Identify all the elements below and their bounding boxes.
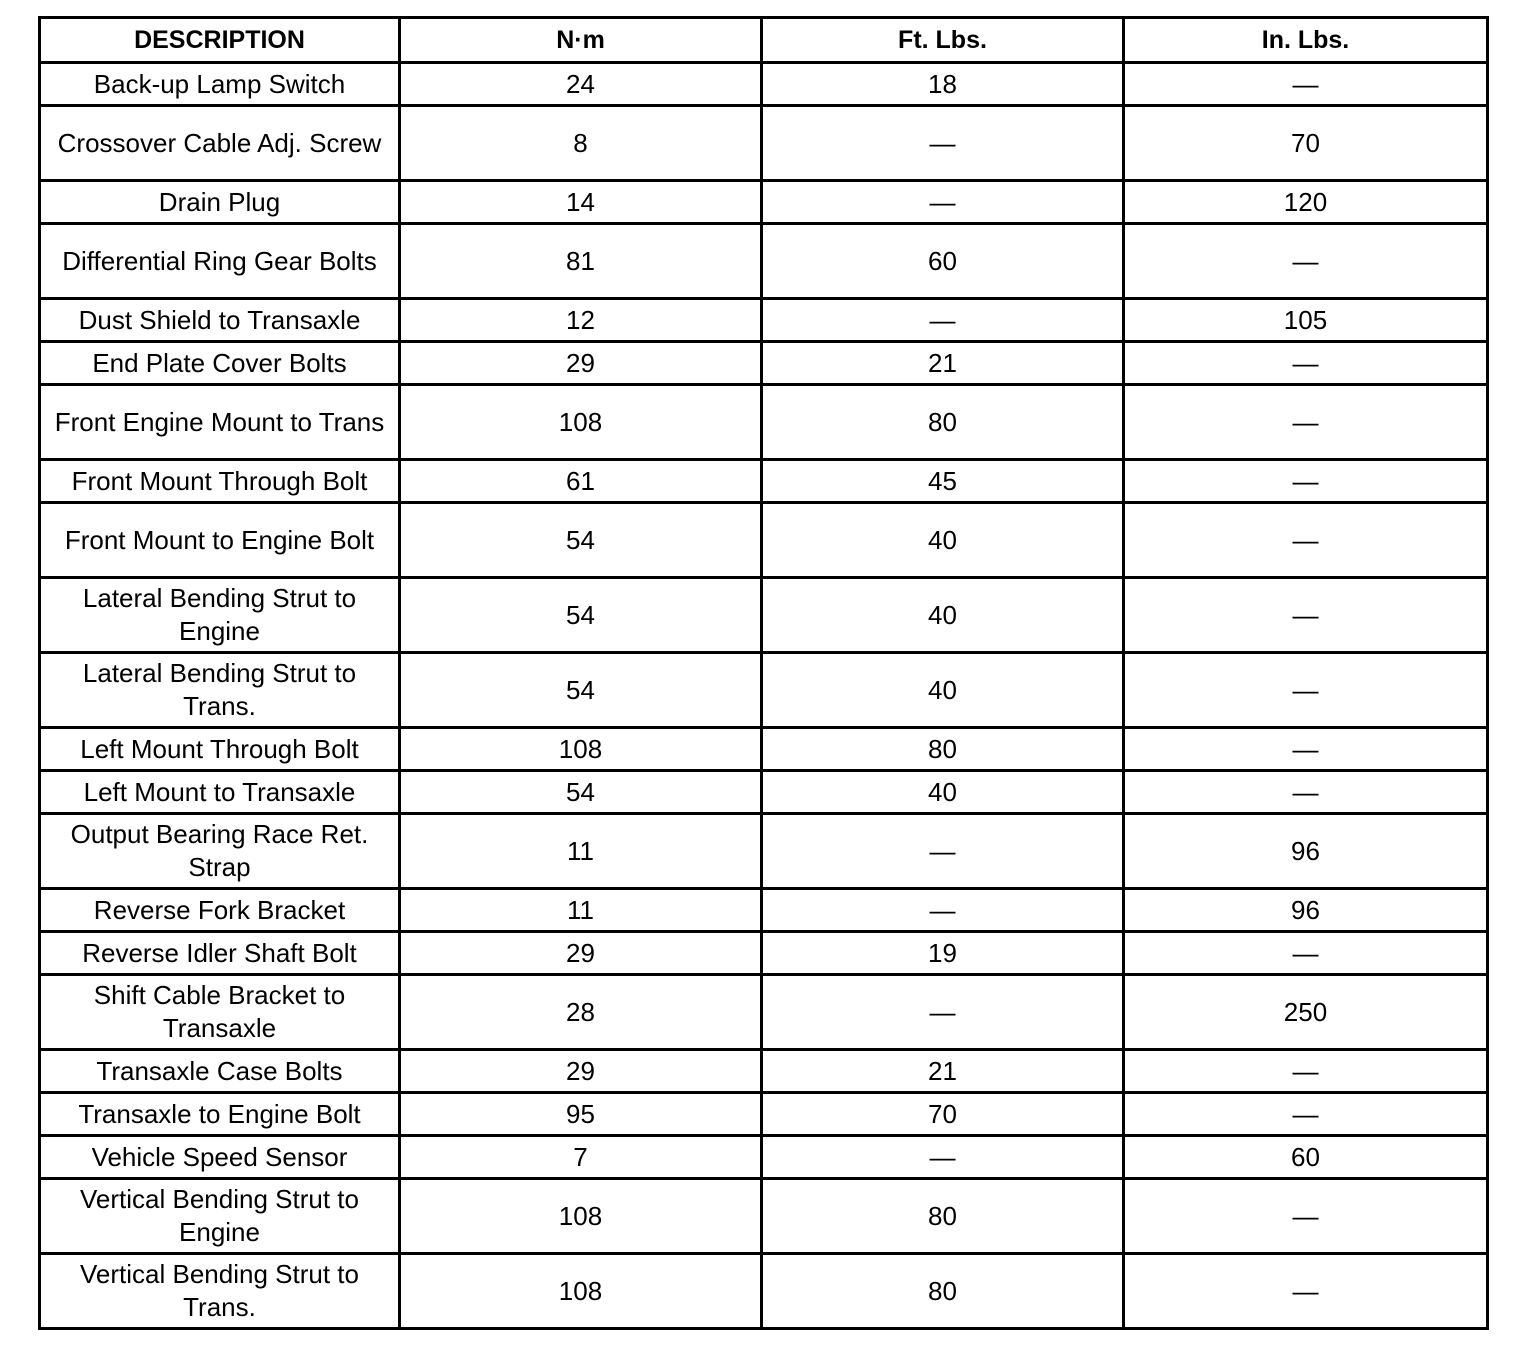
cell-description: Differential Ring Gear Bolts — [40, 224, 400, 299]
torque-specifications-table — [38, 16, 1489, 1330]
table-row — [40, 728, 1488, 771]
cell-in-lbs: — — [1124, 653, 1488, 728]
cell-in-lbs: — — [1124, 385, 1488, 460]
cell-description: Left Mount to Transaxle — [40, 771, 400, 814]
cell-nm: 95 — [400, 1093, 762, 1136]
cell-in-lbs: — — [1124, 1179, 1488, 1254]
cell-in-lbs: 70 — [1124, 106, 1488, 181]
cell-in-lbs: — — [1124, 771, 1488, 814]
table-row — [40, 224, 1488, 299]
cell-ft-lbs: 45 — [762, 460, 1124, 503]
table-row — [40, 814, 1488, 889]
cell-ft-lbs: 40 — [762, 771, 1124, 814]
cell-description: Shift Cable Bracket to Transaxle — [40, 975, 400, 1050]
cell-ft-lbs: — — [762, 814, 1124, 889]
cell-nm: 54 — [400, 653, 762, 728]
table-row — [40, 975, 1488, 1050]
cell-nm: 81 — [400, 224, 762, 299]
cell-ft-lbs: 21 — [762, 342, 1124, 385]
cell-nm: 61 — [400, 460, 762, 503]
cell-description: Vehicle Speed Sensor — [40, 1136, 400, 1179]
cell-nm: 29 — [400, 1050, 762, 1093]
header-description: DESCRIPTION — [40, 18, 400, 63]
cell-nm: 108 — [400, 385, 762, 460]
cell-in-lbs: 96 — [1124, 889, 1488, 932]
table-row — [40, 503, 1488, 578]
cell-ft-lbs: 40 — [762, 578, 1124, 653]
cell-description: Lateral Bending Strut to Trans. — [40, 653, 400, 728]
cell-nm: 11 — [400, 814, 762, 889]
table-row — [40, 181, 1488, 224]
cell-nm: 29 — [400, 932, 762, 975]
table-row — [40, 1254, 1488, 1329]
cell-ft-lbs: 70 — [762, 1093, 1124, 1136]
cell-in-lbs: 250 — [1124, 975, 1488, 1050]
cell-nm: 12 — [400, 299, 762, 342]
cell-nm: 24 — [400, 63, 762, 106]
cell-nm: 54 — [400, 771, 762, 814]
cell-description: Reverse Fork Bracket — [40, 889, 400, 932]
table-row — [40, 771, 1488, 814]
cell-ft-lbs: 18 — [762, 63, 1124, 106]
cell-description: Front Engine Mount to Trans — [40, 385, 400, 460]
cell-nm: 7 — [400, 1136, 762, 1179]
table-row — [40, 889, 1488, 932]
cell-ft-lbs: 60 — [762, 224, 1124, 299]
cell-ft-lbs: 40 — [762, 653, 1124, 728]
table-row — [40, 653, 1488, 728]
cell-description: Vertical Bending Strut to Engine — [40, 1179, 400, 1254]
cell-ft-lbs: 80 — [762, 1179, 1124, 1254]
cell-in-lbs: — — [1124, 578, 1488, 653]
cell-ft-lbs: 80 — [762, 385, 1124, 460]
cell-nm: 108 — [400, 728, 762, 771]
cell-nm: 28 — [400, 975, 762, 1050]
cell-description: Transaxle Case Bolts — [40, 1050, 400, 1093]
cell-ft-lbs: — — [762, 299, 1124, 342]
cell-description: Dust Shield to Transaxle — [40, 299, 400, 342]
cell-in-lbs: 120 — [1124, 181, 1488, 224]
cell-description: Vertical Bending Strut to Trans. — [40, 1254, 400, 1329]
table-row — [40, 106, 1488, 181]
cell-description: Front Mount Through Bolt — [40, 460, 400, 503]
cell-description: Back-up Lamp Switch — [40, 63, 400, 106]
cell-ft-lbs: 21 — [762, 1050, 1124, 1093]
cell-description: End Plate Cover Bolts — [40, 342, 400, 385]
cell-ft-lbs: — — [762, 181, 1124, 224]
table-row — [40, 932, 1488, 975]
table-row — [40, 1179, 1488, 1254]
cell-description: Drain Plug — [40, 181, 400, 224]
cell-ft-lbs: 19 — [762, 932, 1124, 975]
cell-ft-lbs: 80 — [762, 1254, 1124, 1329]
cell-description: Output Bearing Race Ret. Strap — [40, 814, 400, 889]
cell-in-lbs: — — [1124, 460, 1488, 503]
table-row — [40, 578, 1488, 653]
table-header — [40, 18, 1488, 63]
cell-ft-lbs: — — [762, 1136, 1124, 1179]
cell-nm: 8 — [400, 106, 762, 181]
cell-nm: 54 — [400, 503, 762, 578]
table-row — [40, 1093, 1488, 1136]
table-row — [40, 63, 1488, 106]
cell-nm: 54 — [400, 578, 762, 653]
cell-in-lbs: — — [1124, 224, 1488, 299]
cell-in-lbs: — — [1124, 1093, 1488, 1136]
cell-ft-lbs: — — [762, 975, 1124, 1050]
table-body — [40, 63, 1488, 1329]
cell-nm: 108 — [400, 1254, 762, 1329]
header-row — [40, 18, 1488, 63]
cell-in-lbs: — — [1124, 932, 1488, 975]
cell-in-lbs: — — [1124, 1254, 1488, 1329]
cell-in-lbs: — — [1124, 728, 1488, 771]
cell-in-lbs: 60 — [1124, 1136, 1488, 1179]
header-nm: N·m — [400, 18, 762, 63]
table-row — [40, 1136, 1488, 1179]
cell-description: Front Mount to Engine Bolt — [40, 503, 400, 578]
cell-ft-lbs: — — [762, 106, 1124, 181]
cell-description: Transaxle to Engine Bolt — [40, 1093, 400, 1136]
cell-in-lbs: — — [1124, 503, 1488, 578]
cell-in-lbs: — — [1124, 1050, 1488, 1093]
table-row — [40, 385, 1488, 460]
cell-nm: 108 — [400, 1179, 762, 1254]
cell-in-lbs: 96 — [1124, 814, 1488, 889]
cell-ft-lbs: — — [762, 889, 1124, 932]
table-row — [40, 460, 1488, 503]
cell-in-lbs: — — [1124, 342, 1488, 385]
cell-description: Left Mount Through Bolt — [40, 728, 400, 771]
table-row — [40, 1050, 1488, 1093]
header-in-lbs: In. Lbs. — [1124, 18, 1488, 63]
cell-ft-lbs: 80 — [762, 728, 1124, 771]
cell-nm: 14 — [400, 181, 762, 224]
cell-nm: 11 — [400, 889, 762, 932]
cell-in-lbs: 105 — [1124, 299, 1488, 342]
cell-description: Crossover Cable Adj. Screw — [40, 106, 400, 181]
cell-ft-lbs: 40 — [762, 503, 1124, 578]
cell-description: Reverse Idler Shaft Bolt — [40, 932, 400, 975]
cell-in-lbs: — — [1124, 63, 1488, 106]
table-row — [40, 342, 1488, 385]
table-row — [40, 299, 1488, 342]
cell-nm: 29 — [400, 342, 762, 385]
cell-description: Lateral Bending Strut to Engine — [40, 578, 400, 653]
header-ft-lbs: Ft. Lbs. — [762, 18, 1124, 63]
